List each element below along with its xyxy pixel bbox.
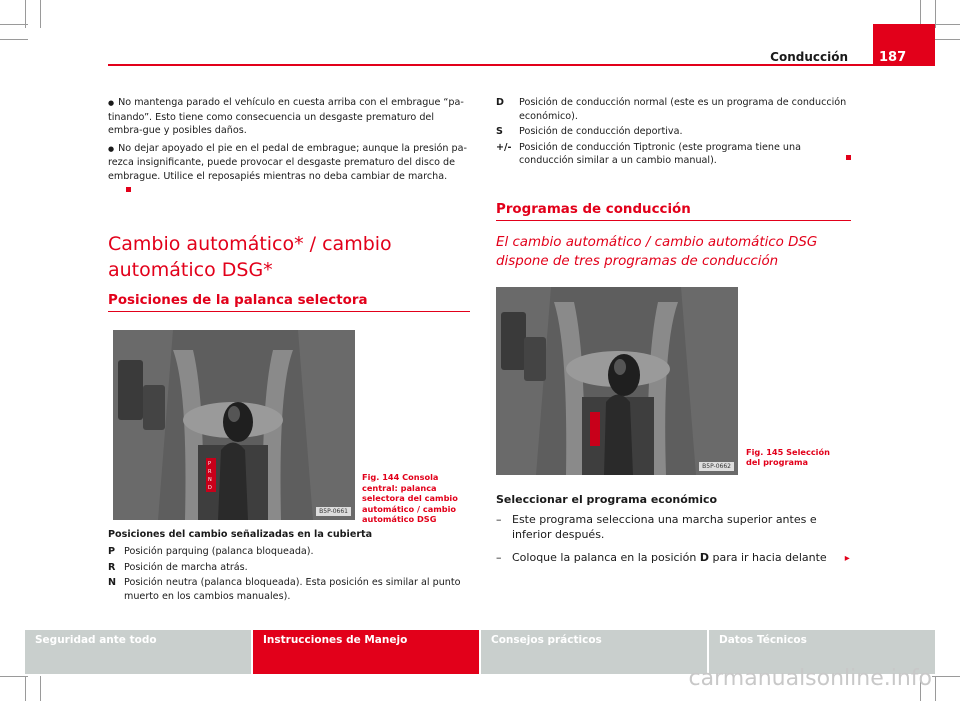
bullet-dot-icon: ● — [108, 99, 115, 107]
step-item: – Coloque la palanca en la posición D para ir hacia delante ▸ — [496, 550, 850, 564]
section-subtitle: El cambio automático / cambio automático DSG dispone de tres programas de conducción — [496, 234, 818, 269]
steps-heading: Seleccionar el programa económico — [496, 492, 718, 506]
crop-mark — [40, 0, 41, 28]
gear-console-illustration — [113, 330, 355, 520]
figure-block — [496, 287, 851, 483]
section-title: Programas de conducción — [496, 202, 851, 221]
chapter-title: Cambio automático* / cambio automático DSG* — [108, 233, 392, 282]
crop-mark — [932, 24, 960, 25]
page-number: 187 — [873, 24, 935, 66]
figure-block — [108, 330, 470, 530]
positions-heading: Posiciones del cambio señalizadas en la cubierta — [108, 529, 373, 541]
header-rule — [108, 64, 935, 66]
end-mark-icon — [846, 155, 851, 160]
figure-caption: Fig. 144 Consola central: palanca selectora del cambio automático / cambio automático DSG — [362, 472, 458, 525]
svg-text:D: D — [208, 485, 212, 492]
position-row: +/- Posición de conducción Tiptronic (este programa tiene una conducción similar a un cambio manual). — [496, 141, 851, 168]
crop-mark — [0, 676, 28, 677]
positions-list — [496, 96, 851, 168]
tab-datos[interactable]: Datos Técnicos — [709, 630, 935, 674]
figure-photo — [496, 287, 738, 475]
position-row: D Posición de conducción normal (este es un programa de conducción económico). — [496, 97, 847, 122]
crop-mark — [0, 24, 28, 25]
bullet-item: ● No mantenga parado el vehículo en cuesta arriba con el embrague “pa-tinando”. Esto tiene como consecuencia un desgaste prematuro del embra-gue y posibles daños. — [108, 97, 464, 137]
tab-consejos[interactable]: Consejos prácticos — [481, 630, 707, 674]
section-title: Posiciones de la palanca selectora — [108, 293, 470, 312]
bullet-list — [108, 96, 470, 197]
bullet-dot-icon: ● — [108, 144, 115, 153]
position-row: R Posición de marcha atrás. — [108, 561, 248, 573]
crop-mark — [25, 676, 26, 701]
svg-text:R: R — [208, 469, 212, 476]
tab-instrucciones[interactable]: Instrucciones de Manejo — [253, 630, 479, 674]
crop-mark — [932, 676, 960, 677]
crop-mark — [935, 676, 936, 701]
svg-text:P: P — [208, 461, 212, 468]
continue-arrow-icon: ▸ — [844, 552, 850, 564]
crop-mark — [40, 676, 41, 701]
left-column — [108, 96, 470, 606]
figure-photo — [113, 330, 355, 520]
end-mark-icon — [126, 187, 131, 192]
position-row: N Posición neutra (palanca bloqueada). Esta posición es similar al punto muerto en los cambios manuales). — [108, 577, 461, 602]
program-selection-illustration — [496, 287, 738, 475]
positions-list — [108, 545, 470, 603]
right-column — [496, 96, 851, 574]
step-item: – Este programa selecciona una marcha superior antes e inferior después. — [496, 512, 817, 541]
crop-mark — [935, 0, 936, 28]
crop-mark — [25, 0, 26, 28]
bullet-item: ● No dejar apoyado el pie en el pedal de embrague; aunque la presión pa-rezca insignificante, puede provocar el desgaste prematuro del disco de embrague. Utilice el reposapiés mientras no deba cambiar de marcha. — [108, 142, 470, 197]
figure-code: B5P-0661 — [316, 507, 351, 516]
crop-mark — [932, 39, 960, 40]
watermark: carmanualsonline.info — [688, 666, 932, 691]
tab-seguridad[interactable]: Seguridad ante todo — [25, 630, 251, 674]
crop-mark — [0, 39, 28, 40]
position-row: P Posición parquing (palanca bloqueada). — [108, 546, 314, 558]
figure-caption: Fig. 145 Selección del programa — [746, 446, 830, 468]
header-section-title: Conducción — [770, 50, 848, 64]
position-row: S Posición de conducción deportiva. — [496, 126, 683, 138]
figure-code: B5P-0662 — [699, 462, 734, 471]
svg-text:N: N — [208, 477, 212, 484]
